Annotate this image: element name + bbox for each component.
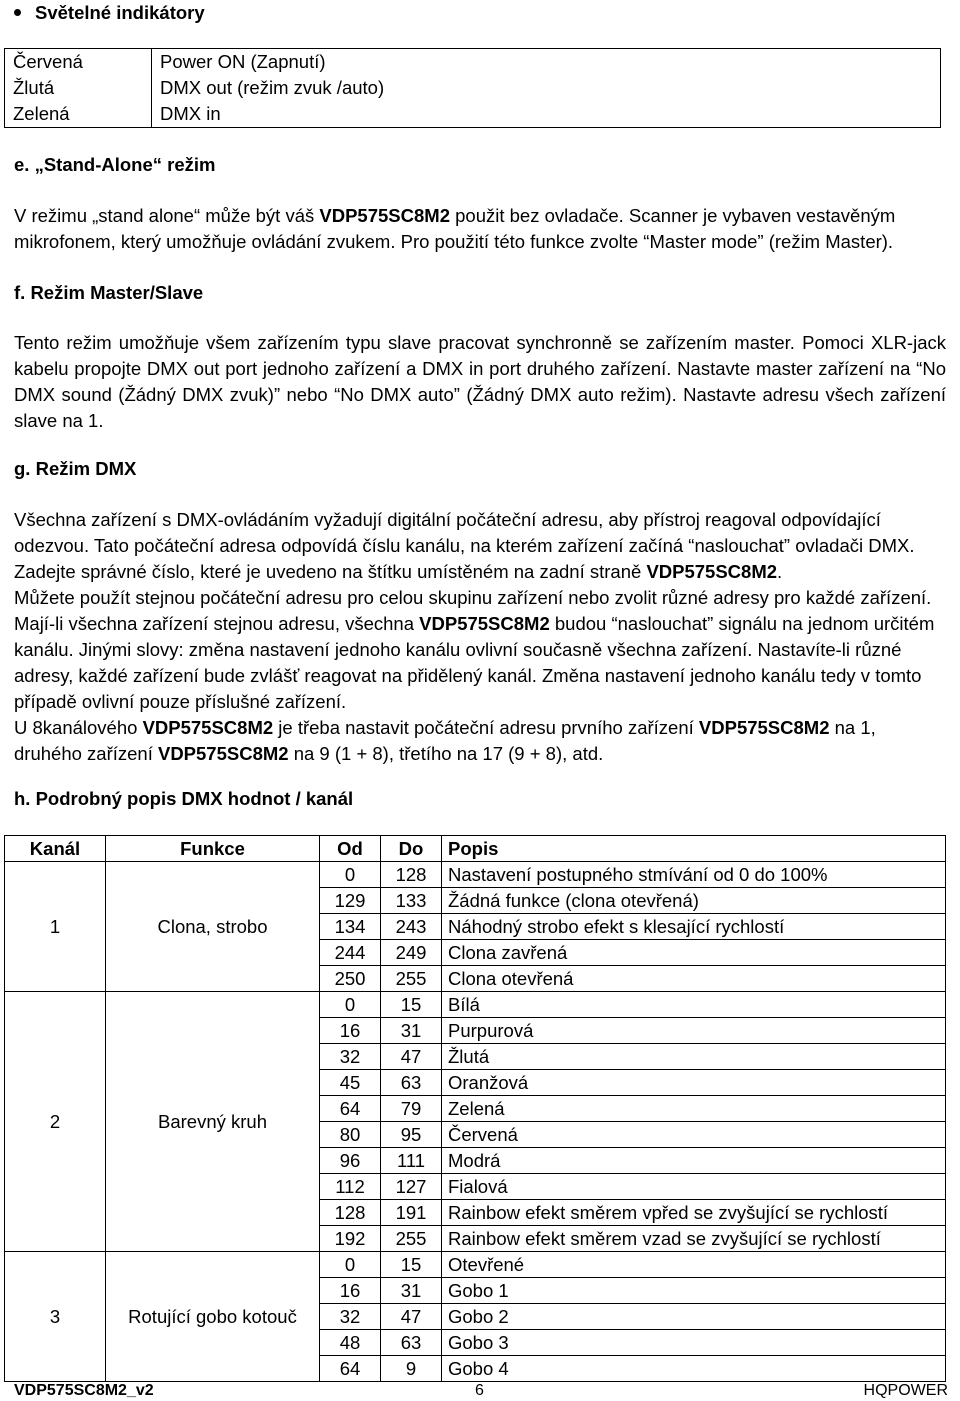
description-cell: Náhodný strobo efekt s klesající rychlostí [442,914,946,940]
section-e-heading: e. „Stand-Alone“ režim [14,154,216,175]
section-g-paragraph [14,507,946,767]
description-cell: Žádná funkce (clona otevřená) [442,888,946,914]
line-text: Mají-li všechna zařízení stejnou adresu, všechna [14,613,420,634]
model-name: VDP575SC8M2 [698,717,830,738]
from-cell: 128 [320,1200,381,1226]
from-cell: 32 [320,1304,381,1330]
model-name: VDP575SC8M2 [319,205,450,226]
model-name: VDP575SC8M2 [142,717,274,738]
line-text: V režimu „stand alone“ může být váš [14,205,320,226]
description-cell: Clona otevřená [442,966,946,992]
to-cell: 95 [381,1122,442,1148]
from-cell: 16 [320,1278,381,1304]
paragraph-line [14,203,946,229]
paragraph-line: Tento režim umožňuje všem zařízením typu slave pracovat synchronně se zařízením master. Pomoci XLR-jack [14,332,946,353]
to-cell: 243 [381,914,442,940]
section-f-paragraph [14,330,946,434]
indicator-meaning: Power ON (Zapnutí) [160,51,326,72]
description-cell: Rainbow efekt směrem vzad se zvyšující se rychlostí [442,1226,946,1252]
description-cell: Clona zavřená [442,940,946,966]
to-cell: 47 [381,1304,442,1330]
description-cell: Gobo 2 [442,1304,946,1330]
description-cell: Oranžová [442,1070,946,1096]
to-cell: 255 [381,966,442,992]
indicators-table [4,48,941,128]
channel-cell: 1 [5,862,106,992]
header-from: Od [320,836,381,862]
from-cell: 16 [320,1018,381,1044]
line-text: použit bez ovladače. Scanner je vybaven vestavěným [449,205,896,226]
line-text: na 9 (1 + 8), třetího na 17 (9 + 8), atd. [288,743,604,764]
dmx-table [4,835,946,1382]
indicator-row [5,75,941,101]
line-text: případě ovlivní pouze příslušné zařízení. [14,691,347,712]
from-cell: 96 [320,1148,381,1174]
dmx-row [5,1252,946,1278]
line-text: Zadejte správné číslo, které je uvedeno na štítku umístěném na zadní straně [14,561,647,582]
indicators-heading-text: Světelné indikátory [35,2,205,23]
to-cell: 191 [381,1200,442,1226]
from-cell: 244 [320,940,381,966]
paragraph-line: kabelu propojte DMX out port jednoho zařízení a DMX in port druhého zařízení. Nastavte master zařízení na “No [14,358,946,379]
indicator-color: Červená [5,49,152,76]
model-name: VDP575SC8M2 [646,561,778,582]
footer-page-number: 6 [475,1382,484,1399]
to-cell: 31 [381,1018,442,1044]
to-cell: 15 [381,992,442,1018]
description-cell: Otevřené [442,1252,946,1278]
description-cell: Gobo 4 [442,1356,946,1382]
header-channel: Kanál [5,836,106,862]
paragraph-line [14,689,946,715]
section-g-heading: g. Režim DMX [14,458,137,479]
description-cell: Červená [442,1122,946,1148]
indicator-meaning: DMX in [160,103,221,124]
description-cell: Nastavení postupného stmívání od 0 do 100% [442,862,946,888]
to-cell: 127 [381,1174,442,1200]
to-cell: 111 [381,1148,442,1174]
line-text: . [777,561,783,582]
from-cell: 48 [320,1330,381,1356]
line-text: Všechna zařízení s DMX-ovládáním vyžadují digitální počáteční adresu, aby přístroj reagoval odpovídající [14,509,881,530]
paragraph-line [14,663,946,689]
line-text: budou “naslouchat” signálu na jednom určitém [549,613,935,634]
from-cell: 250 [320,966,381,992]
line-text: na 1, [829,717,876,738]
channel-cell: 2 [5,992,106,1252]
description-cell: Gobo 3 [442,1330,946,1356]
from-cell: 45 [320,1070,381,1096]
header-function: Funkce [106,836,320,862]
paragraph-line [14,507,946,533]
description-cell: Purpurová [442,1018,946,1044]
dmx-row [5,992,946,1018]
indicator-row [5,101,941,128]
to-cell: 9 [381,1356,442,1382]
to-cell: 31 [381,1278,442,1304]
description-cell: Modrá [442,1148,946,1174]
section-e-paragraph [14,203,946,255]
paragraph-line [14,715,946,741]
paragraph-line: DMX sound (Žádný DMX zvuk)” nebo “No DMX auto” (Žádný DMX auto režim). Nastavte adresu všech zařízení [14,384,946,405]
line-text: je třeba nastavit počáteční adresu prvního zařízení [273,717,699,738]
description-cell: Gobo 1 [442,1278,946,1304]
from-cell: 64 [320,1356,381,1382]
line-text: kanálu. Jinými slovy: změna nastavení jednoho kanálu ovlivní současně všechna zařízení. Nastavíte-li různé [14,639,902,660]
header-to: Do [381,836,442,862]
bullet-icon [14,9,21,16]
paragraph-line [14,611,946,637]
footer-brand: HQPOWER [863,1382,948,1399]
model-name: VDP575SC8M2 [157,743,289,764]
function-cell: Barevný kruh [106,992,320,1252]
indicator-color: Zelená [5,101,152,128]
to-cell: 63 [381,1330,442,1356]
line-text: mikrofonem, který umožňuje ovládání zvukem. Pro použití této funkce zvolte “Master mode” (režim Master). [14,231,894,252]
model-name: VDP575SC8M2 [419,613,550,634]
paragraph-line [14,637,946,663]
from-cell: 134 [320,914,381,940]
paragraph-line: slave na 1. [14,410,104,431]
description-cell: Žlutá [442,1044,946,1070]
line-text: adresy, každé zařízení bude zvlášť reagovat na přidělený kanál. Změna nastavení jednoho kanálu tedy v tomto [14,665,922,686]
description-cell: Rainbow efekt směrem vpřed se zvyšující se rychlostí [442,1200,946,1226]
indicator-color: Žlutá [5,75,152,101]
description-cell: Zelená [442,1096,946,1122]
to-cell: 63 [381,1070,442,1096]
from-cell: 80 [320,1122,381,1148]
section-f-heading: f. Režim Master/Slave [14,282,204,303]
to-cell: 249 [381,940,442,966]
paragraph-line [14,741,946,767]
to-cell: 255 [381,1226,442,1252]
dmx-header-row [5,836,946,862]
paragraph-line [14,229,946,255]
from-cell: 0 [320,862,381,888]
from-cell: 112 [320,1174,381,1200]
from-cell: 192 [320,1226,381,1252]
to-cell: 79 [381,1096,442,1122]
to-cell: 47 [381,1044,442,1070]
from-cell: 129 [320,888,381,914]
dmx-row [5,862,946,888]
function-cell: Rotující gobo kotouč [106,1252,320,1382]
line-text: Můžete použít stejnou počáteční adresu pro celou skupinu zařízení nebo zvolit různé adresy pro každé zařízení. [14,587,932,608]
from-cell: 32 [320,1044,381,1070]
indicator-row [5,49,941,76]
footer-model: VDP575SC8M2_v2 [14,1382,154,1399]
description-cell: Bílá [442,992,946,1018]
indicator-meaning: DMX out (režim zvuk /auto) [160,77,385,98]
page-footer [14,1381,954,1401]
to-cell: 133 [381,888,442,914]
to-cell: 15 [381,1252,442,1278]
channel-cell: 3 [5,1252,106,1382]
line-text: U 8kanálového [14,717,143,738]
description-cell: Fialová [442,1174,946,1200]
from-cell: 64 [320,1096,381,1122]
paragraph-line [14,585,946,611]
section-h-heading: h. Podrobný popis DMX hodnot / kanál [14,788,354,809]
paragraph-line [14,559,946,585]
indicators-heading [14,0,205,26]
from-cell: 0 [320,1252,381,1278]
line-text: odezvou. Tato počáteční adresa odpovídá číslu kanálu, na kterém zařízení začíná “naslouchat” ovladači DMX. [14,535,915,556]
function-cell: Clona, strobo [106,862,320,992]
header-description: Popis [442,836,946,862]
paragraph-line [14,533,946,559]
from-cell: 0 [320,992,381,1018]
to-cell: 128 [381,862,442,888]
line-text: druhého zařízení [14,743,158,764]
